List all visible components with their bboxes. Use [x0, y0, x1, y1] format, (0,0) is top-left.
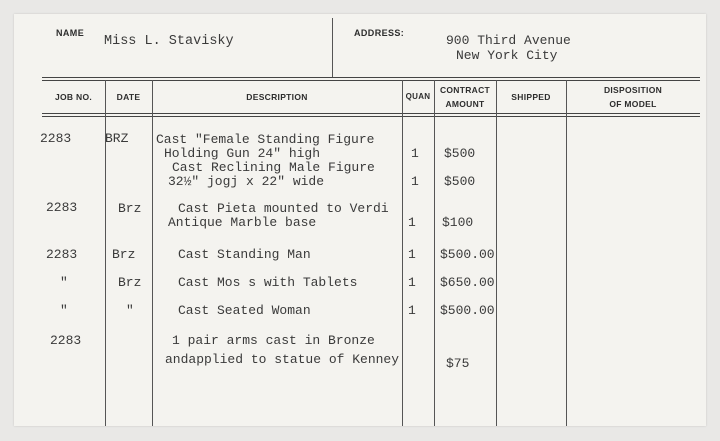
- entry-4-desc: Cast Standing Man: [178, 247, 311, 262]
- entry-1-desc-1: Cast "Female Standing Figure: [156, 132, 375, 147]
- entry-7-desc-1: 1 pair arms cast in Bronze: [172, 333, 375, 348]
- entry-2-desc-2: 32½" jogj x 22" wide: [168, 174, 325, 189]
- entry-2-desc-1: Cast Reclining Male Figure: [172, 160, 375, 175]
- entry-1-quan: 1: [411, 146, 419, 161]
- entry-3-desc-2: Antique Marble base: [168, 215, 317, 230]
- col-divider-desc: [402, 80, 403, 426]
- header-rule-double: [42, 116, 700, 117]
- entry-6-desc: Cast Seated Woman: [178, 303, 311, 318]
- top-rule-double: [42, 80, 700, 81]
- entry-5-desc: Cast Mos s with Tablets: [178, 275, 358, 290]
- col-date: DATE: [116, 92, 141, 102]
- entry-5-job: ": [60, 275, 68, 290]
- col-contract-line-1: CONTRACT: [439, 85, 491, 95]
- entry-7-job: 2283: [50, 333, 82, 348]
- entry-4-quan: 1: [408, 247, 416, 262]
- entry-1-job: 2283: [40, 131, 72, 146]
- col-disposition-line-1: DISPOSITION: [603, 85, 663, 95]
- col-disposition: [566, 83, 700, 111]
- col-shipped: SHIPPED: [511, 92, 551, 102]
- col-disposition-line-2: OF MODEL: [609, 99, 657, 109]
- entry-5-amount: $650.00: [440, 275, 495, 290]
- top-rule: [42, 77, 700, 78]
- address-line-1: 900 Third Avenue: [446, 33, 571, 48]
- name-label: NAME: [56, 28, 85, 38]
- entry-7-amount: $75: [446, 356, 470, 371]
- record-card: [14, 14, 706, 426]
- entry-3-quan: 1: [408, 215, 416, 230]
- name-value: Miss L. Stavisky: [104, 34, 234, 49]
- header-rule: [42, 113, 700, 114]
- entry-3-desc-1: Cast Pieta mounted to Verdi: [178, 201, 389, 216]
- entry-4-date: Brz: [112, 247, 136, 262]
- entry-5-date: Brz: [118, 275, 142, 290]
- entry-6-date: ": [126, 303, 134, 318]
- address-line-2: New York City: [456, 48, 558, 63]
- entry-6-quan: 1: [408, 303, 416, 318]
- address-label: ADDRESS:: [354, 28, 405, 38]
- entry-3-job: 2283: [46, 200, 78, 215]
- entry-5-quan: 1: [408, 275, 416, 290]
- col-divider-amount: [496, 80, 497, 426]
- entry-1-desc-2: Holding Gun 24" high: [164, 146, 321, 161]
- entry-2-quan: 1: [411, 174, 419, 189]
- col-contract-amount: [434, 83, 496, 111]
- entry-1-amount: $500: [444, 146, 476, 161]
- entry-6-job: ": [60, 303, 68, 318]
- entry-7-desc-2: andapplied to statue of Kenney: [165, 352, 400, 367]
- col-description: DESCRIPTION: [246, 92, 308, 102]
- col-contract-line-2: AMOUNT: [445, 99, 485, 109]
- entry-1-date: BRZ: [105, 131, 129, 146]
- entry-4-amount: $500.00: [440, 247, 495, 262]
- col-quan: QUAN: [405, 92, 431, 101]
- entry-2-amount: $500: [444, 174, 476, 189]
- entry-3-date: Brz: [118, 201, 142, 216]
- entry-3-amount: $100: [442, 215, 474, 230]
- col-divider-date: [152, 80, 153, 426]
- entry-6-amount: $500.00: [440, 303, 495, 318]
- header-divider: [332, 18, 333, 78]
- col-job-no: JOB NO.: [54, 92, 93, 102]
- entry-4-job: 2283: [46, 247, 78, 262]
- col-divider-shipped: [566, 80, 567, 426]
- col-divider-quan: [434, 80, 435, 426]
